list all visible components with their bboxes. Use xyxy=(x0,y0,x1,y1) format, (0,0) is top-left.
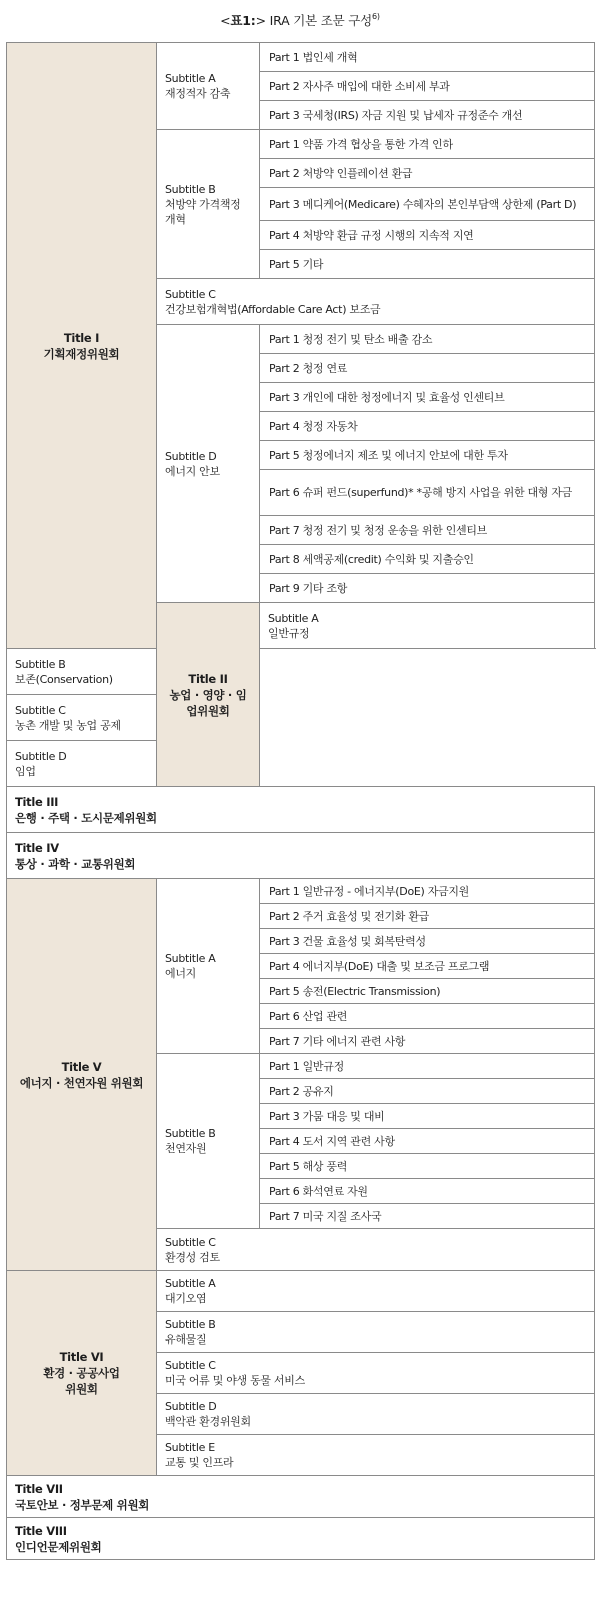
table-row xyxy=(7,649,595,695)
part-cell: Part 5 기타 xyxy=(260,250,595,279)
subtitle-name: 보존(Conservation) xyxy=(15,672,113,686)
title-cell-1 xyxy=(7,43,157,649)
subtitle-name: 농촌 개발 및 농업 공제 xyxy=(15,718,121,732)
part-cell: Part 4 청정 자동차 xyxy=(260,412,595,441)
table-caption xyxy=(0,0,600,42)
subtitle-cell xyxy=(260,603,595,649)
title-code: Title II xyxy=(188,671,228,686)
subtitle-cell xyxy=(157,1054,260,1229)
table-row xyxy=(7,695,595,741)
title-cell-5 xyxy=(7,879,157,1271)
title-name: 통상 · 과학 · 교통위원회 xyxy=(15,856,136,871)
subtitle-name: 에너지 xyxy=(165,967,196,980)
part-cell: Part 1 법인세 개혁 xyxy=(260,43,595,72)
title-code: Title VI xyxy=(59,1350,104,1364)
part-cell: Part 2 청정 연료 xyxy=(260,354,595,383)
part-cell: Part 3 메디케어(Medicare) 수혜자의 본인부담액 상한제 (Part D) xyxy=(260,188,595,221)
subtitle-code: Subtitle D xyxy=(165,449,217,463)
title-cell-3 xyxy=(7,787,595,833)
part-cell: Part 3 개인에 대한 청정에너지 및 효율성 인센티브 xyxy=(260,383,595,412)
subtitle-cell xyxy=(157,130,260,279)
subtitle-name: 환경성 검토 xyxy=(165,1250,220,1264)
part-cell: Part 2 처방약 인플레이션 환급 xyxy=(260,159,595,188)
part-cell: Part 3 가뭄 대응 및 대비 xyxy=(260,1104,595,1129)
subtitle-name: 미국 어류 및 야생 동물 서비스 xyxy=(165,1374,305,1387)
subtitle-cell xyxy=(157,325,260,603)
subtitle-code: Subtitle A xyxy=(268,611,319,625)
subtitle-code: Subtitle D xyxy=(15,749,67,763)
part-cell: Part 2 공유지 xyxy=(260,1079,595,1104)
part-cell: Part 6 화석연료 자원 xyxy=(260,1179,595,1204)
caption-footnote: 6) xyxy=(372,11,380,21)
part-cell: Part 3 국세청(IRS) 자금 지원 및 납세자 규정준수 개선 xyxy=(260,101,595,130)
table-row xyxy=(7,1518,595,1560)
subtitle-name: 재정적자 감축 xyxy=(165,87,231,100)
ira-structure-table xyxy=(6,42,595,1560)
subtitle-name: 천연자원 xyxy=(165,1142,207,1155)
title-cell-7 xyxy=(7,1476,595,1518)
title-name: 농업 · 영양 · 임업위원회 xyxy=(169,687,247,718)
part-cell: Part 2 주거 효율성 및 전기화 환급 xyxy=(260,904,595,929)
caption-bracket-close: > xyxy=(255,13,266,28)
title-cell-8 xyxy=(7,1518,595,1560)
subtitle-name: 처방약 가격책정 개혁 xyxy=(165,197,241,226)
title-name: 환경 · 공공사업 위원회 xyxy=(43,1366,120,1396)
subtitle-name: 교통 및 인프라 xyxy=(165,1456,234,1469)
caption-bracket-open: < xyxy=(220,13,231,28)
subtitle-code: Subtitle C xyxy=(165,1235,216,1249)
part-cell: Part 1 약품 가격 협상을 통한 가격 인하 xyxy=(260,130,595,159)
subtitle-cell xyxy=(157,879,260,1054)
subtitle-code: Subtitle B xyxy=(165,1318,216,1331)
caption-label: 표1: xyxy=(230,13,256,28)
subtitle-code: Subtitle B xyxy=(15,657,66,671)
subtitle-code: Subtitle D xyxy=(165,1400,217,1413)
subtitle-name: 백악관 환경위원회 xyxy=(165,1415,251,1428)
part-cell: Part 7 미국 지질 조사국 xyxy=(260,1204,595,1229)
subtitle-cell xyxy=(157,1312,595,1353)
table-row xyxy=(7,879,595,904)
title-code: Title VIII xyxy=(15,1523,67,1538)
subtitle-code: Subtitle C xyxy=(165,1359,216,1372)
caption-title: IRA 기본 조문 구성 xyxy=(269,13,373,28)
title-code: Title IV xyxy=(15,840,59,855)
table-row xyxy=(7,833,595,879)
part-cell: Part 7 청정 전기 및 청정 운송을 위한 인센티브 xyxy=(260,516,595,545)
subtitle-cell xyxy=(157,279,595,325)
subtitle-name: 에너지 안보 xyxy=(165,464,220,478)
subtitle-name: 건강보험개혁법(Affordable Care Act) 보조금 xyxy=(165,302,381,316)
subtitle-code: Subtitle A xyxy=(165,1277,216,1290)
part-cell: Part 4 처방약 환급 규정 시행의 지속적 지연 xyxy=(260,221,595,250)
table-row xyxy=(7,43,595,72)
title-code: Title VII xyxy=(15,1481,63,1496)
subtitle-code: Subtitle A xyxy=(165,72,216,85)
title-cell-4 xyxy=(7,833,595,879)
subtitle-cell xyxy=(7,741,260,787)
part-cell: Part 3 건물 효율성 및 회복탄력성 xyxy=(260,929,595,954)
title-name: 인디언문제위원회 xyxy=(15,1539,102,1554)
part-cell: Part 1 일반규정 - 에너지부(DoE) 자금지원 xyxy=(260,879,595,904)
subtitle-name: 일반규정 xyxy=(268,626,310,640)
part-cell: Part 1 일반규정 xyxy=(260,1054,595,1079)
subtitle-cell xyxy=(157,1435,595,1476)
table-row xyxy=(7,787,595,833)
subtitle-code: Subtitle B xyxy=(165,182,216,196)
table-row xyxy=(7,1476,595,1518)
title-code: Title V xyxy=(61,1059,102,1074)
part-cell: Part 2 자사주 매입에 대한 소비세 부과 xyxy=(260,72,595,101)
part-cell: Part 7 기타 에너지 관련 사항 xyxy=(260,1029,595,1054)
table-row xyxy=(7,1271,595,1312)
part-cell: Part 6 슈퍼 펀드(superfund)* *공해 방지 사업을 위한 대형 자금 xyxy=(260,470,595,516)
title-name: 기획재정위원회 xyxy=(43,346,120,361)
subtitle-cell xyxy=(157,1271,595,1312)
subtitle-code: Subtitle C xyxy=(15,703,66,717)
title-name: 국토안보 · 정부문제 위원회 xyxy=(15,1497,150,1512)
subtitle-cell xyxy=(157,1229,595,1271)
subtitle-code: Subtitle A xyxy=(165,952,216,965)
subtitle-name: 대기오염 xyxy=(165,1292,207,1305)
title-code: Title I xyxy=(63,330,100,345)
title-name: 은행 · 주택 · 도시문제위원회 xyxy=(15,810,157,825)
title-cell-6 xyxy=(7,1271,157,1476)
title-name: 에너지 · 천연자원 위원회 xyxy=(19,1075,144,1090)
subtitle-code: Subtitle C xyxy=(165,287,216,301)
title-code: Title III xyxy=(15,794,59,809)
subtitle-cell xyxy=(157,1394,595,1435)
subtitle-name: 임업 xyxy=(15,764,36,778)
part-cell: Part 5 송전(Electric Transmission) xyxy=(260,979,595,1004)
part-cell: Part 6 산업 관련 xyxy=(260,1004,595,1029)
part-cell: Part 4 도서 지역 관련 사항 xyxy=(260,1129,595,1154)
subtitle-cell xyxy=(157,43,260,130)
subtitle-name: 유해물질 xyxy=(165,1333,207,1346)
part-cell: Part 4 에너지부(DoE) 대출 및 보조금 프로그램 xyxy=(260,954,595,979)
subtitle-cell xyxy=(157,1353,595,1394)
part-cell: Part 1 청정 전기 및 탄소 배출 감소 xyxy=(260,325,595,354)
part-cell: Part 8 세액공제(credit) 수익화 및 지출승인 xyxy=(260,545,595,574)
part-cell: Part 5 해상 풍력 xyxy=(260,1154,595,1179)
subtitle-code: Subtitle E xyxy=(165,1441,215,1454)
subtitle-code: Subtitle B xyxy=(165,1127,216,1140)
part-cell: Part 5 청정에너지 제조 및 에너지 안보에 대한 투자 xyxy=(260,441,595,470)
table-row xyxy=(7,741,595,787)
part-cell: Part 9 기타 조항 xyxy=(260,574,595,603)
